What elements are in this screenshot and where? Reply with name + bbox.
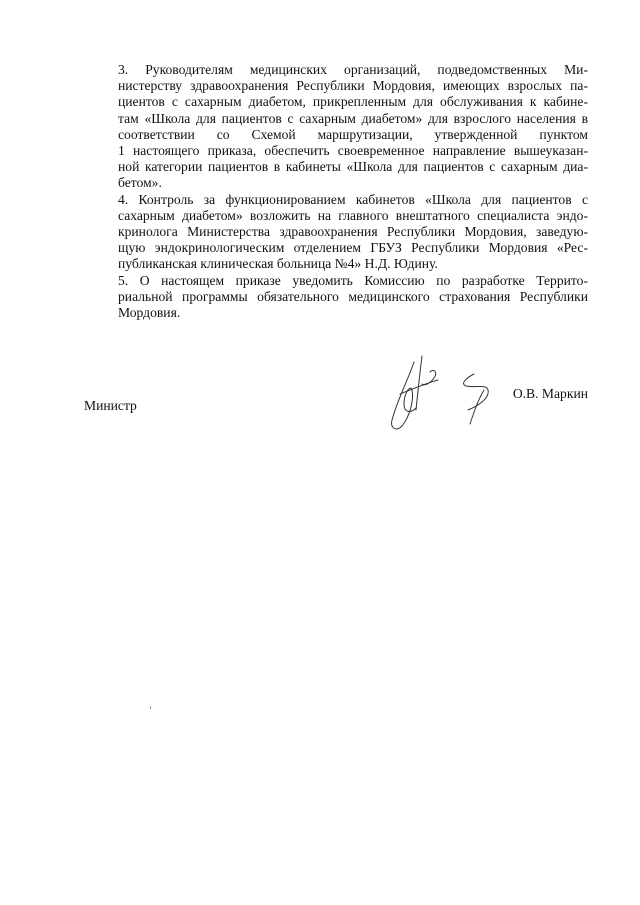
scan-speck (150, 706, 151, 709)
text-line: сахарным диабетом» возложить на главного внештатного специалиста эндо- (118, 207, 588, 223)
text-line: публиканская клиническая больница №4» Н.Д. Юдину. (118, 256, 438, 272)
text-line: щую эндокринологическим отделением ГБУЗ Республики Мордовия «Рес- (118, 240, 588, 256)
text-line: соответствии со Схемой маршрутизации, утвержденной пунктом (118, 126, 588, 142)
handwritten-signature (374, 350, 514, 440)
signatory-position: Министр (84, 398, 137, 413)
text-line: кринолога Министерства здравоохранения Республики Мордовия, заведую- (118, 224, 588, 240)
text-line: циентов с сахарным диабетом, прикрепленным для обслуживания к кабине- (118, 94, 588, 110)
text-line: 5. О настоящем приказе уведомить Комиссию по разработке Террито- (118, 272, 588, 288)
text-line: 4. Контроль за функционированием кабинетов «Школа для пациентов с (118, 191, 588, 207)
paragraph-5 (84, 273, 588, 322)
signatory-name: О.В. Маркин (512, 386, 588, 401)
text-line: 3. Руководителям медицинских организаций, подведомственных Ми- (118, 62, 588, 77)
text-line: бетом». (118, 175, 162, 191)
text-line: ной категории пациентов в кабинеты «Школа для пациентов с сахарным диа- (118, 159, 588, 175)
signature-block (84, 386, 588, 440)
text-line: там «Школа для пациентов с сахарным диабетом» для взрослого населения в (118, 110, 588, 126)
paragraph-3 (84, 62, 588, 192)
text-line: Мордовия. (118, 305, 181, 321)
text-line: риальной программы обязательного медицинского страхования Республики (118, 288, 588, 304)
text-line: 1 настоящего приказа, обеспечить своевременное направление вышеуказан- (118, 143, 588, 159)
document-body (84, 62, 588, 321)
text-line: нистерству здравоохранения Республики Мордовия, имеющих взрослых па- (118, 78, 588, 94)
paragraph-4 (84, 192, 588, 273)
